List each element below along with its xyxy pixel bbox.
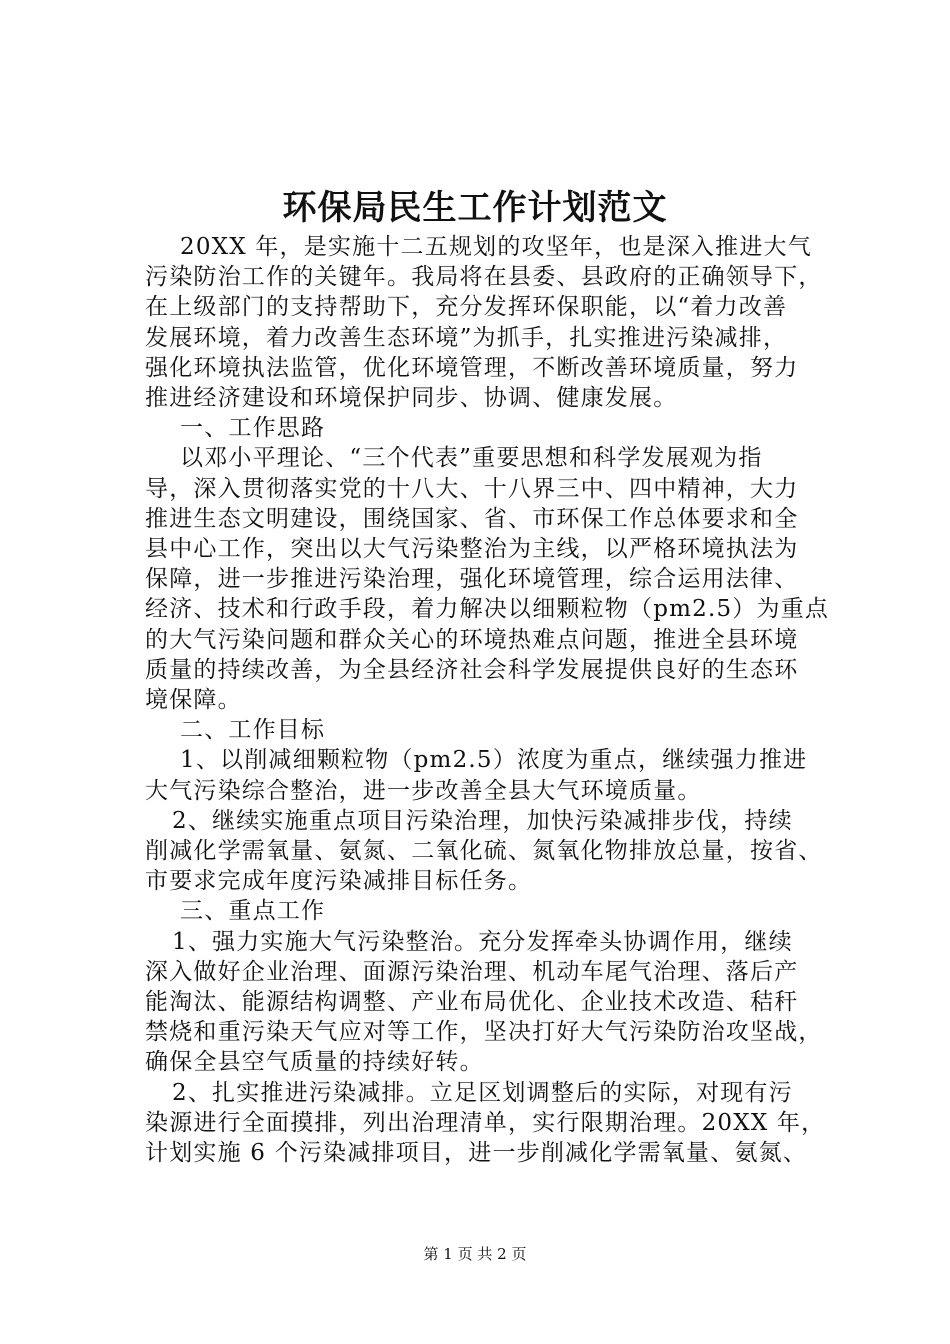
paragraph-line: 20XX 年，是实施十二五规划的攻坚年，也是深入推进大气: [180, 234, 812, 260]
paragraph-line: 1、强力实施大气污染整治。充分发挥牵头协调作用，继续: [172, 928, 793, 955]
paragraph-line: 以邓小平理论、“三个代表”重要思想和科学发展观为指: [180, 445, 763, 472]
section-heading: 二、工作目标: [180, 717, 326, 744]
document-title: 环保局民生工作计划范文: [282, 188, 668, 228]
paragraph-line: 大气污染综合整治，进一步改善全县大气环境质量。: [145, 777, 702, 804]
paragraph-line: 县中心工作，突出以大气污染整治为主线，以严格环境执法为: [145, 536, 799, 563]
paragraph-line: 深入做好企业治理、面源污染治理、机动车尾气治理、落后产: [145, 958, 799, 985]
paragraph-line: 导，深入贯彻落实党的十八大、十八界三中、四中精神，大力: [145, 475, 799, 502]
paragraph-line: 推进生态文明建设，围绕国家、省、市环保工作总体要求和全: [145, 505, 799, 532]
section-heading: 一、工作思路: [180, 415, 326, 442]
paragraph-line: 确保全县空气质量的持续好转。: [145, 1049, 484, 1076]
page-number-footer: 第 1 页 共 2 页: [423, 1245, 527, 1263]
paragraph-line: 1、以削减细颗粒物（pm2.5）浓度为重点，继续强力推进: [180, 747, 808, 774]
paragraph-line: 保障，进一步推进污染治理，强化环境管理，综合运用法律、: [145, 566, 799, 593]
paragraph-line: 禁烧和重污染天气应对等工作，坚决打好大气污染防治攻坚战，: [145, 1019, 823, 1046]
paragraph-line: 在上级部门的支持帮助下，充分发挥环保职能，以“着力改善: [145, 294, 788, 321]
paragraph-line: 推进经济建设和环境保护同步、协调、健康发展。: [145, 385, 678, 412]
paragraph-line: 发展环境，着力改善生态环境”为抓手，扎实推进污染减排，: [145, 324, 788, 351]
document-body: [145, 232, 835, 1168]
paragraph-line: 市要求完成年度污染减排目标任务。: [145, 868, 533, 895]
paragraph-line: 2、继续实施重点项目污染治理，加快污染减排步伐，持续: [172, 807, 793, 834]
section-heading: 三、重点工作: [180, 898, 326, 925]
paragraph-line: 2、扎实推进污染减排。立足区划调整后的实际，对现有污: [172, 1079, 793, 1106]
paragraph-line: 污染防治工作的关键年。我局将在县委、县政府的正确领导下，: [145, 264, 823, 291]
paragraph-line: 染源进行全面摸排，列出治理清单，实行限期治理。20XX 年，: [145, 1109, 826, 1136]
paragraph-line: 计划实施 6 个污染减排项目，进一步削减化学需氧量、氨氮、: [145, 1140, 808, 1167]
paragraph-line: 强化环境执法监管，优化环境管理，不断改善环境质量，努力: [145, 354, 799, 381]
paragraph-line: 削减化学需氧量、氨氮、二氧化硫、氮氧化物排放总量，按省、: [145, 838, 823, 865]
paragraph-line: 经济、技术和行政手段，着力解决以细颗粒物（pm2.5）为重点: [145, 596, 830, 623]
paragraph-line: 质量的持续改善，为全县经济社会科学发展提供良好的生态环: [145, 656, 799, 683]
paragraph-line: 的大气污染问题和群众关心的环境热难点问题，推进全县环境: [145, 626, 799, 653]
paragraph-line: 能淘汰、能源结构调整、产业布局优化、企业技术改造、秸秆: [145, 989, 799, 1016]
paragraph-line: 境保障。: [145, 687, 242, 714]
